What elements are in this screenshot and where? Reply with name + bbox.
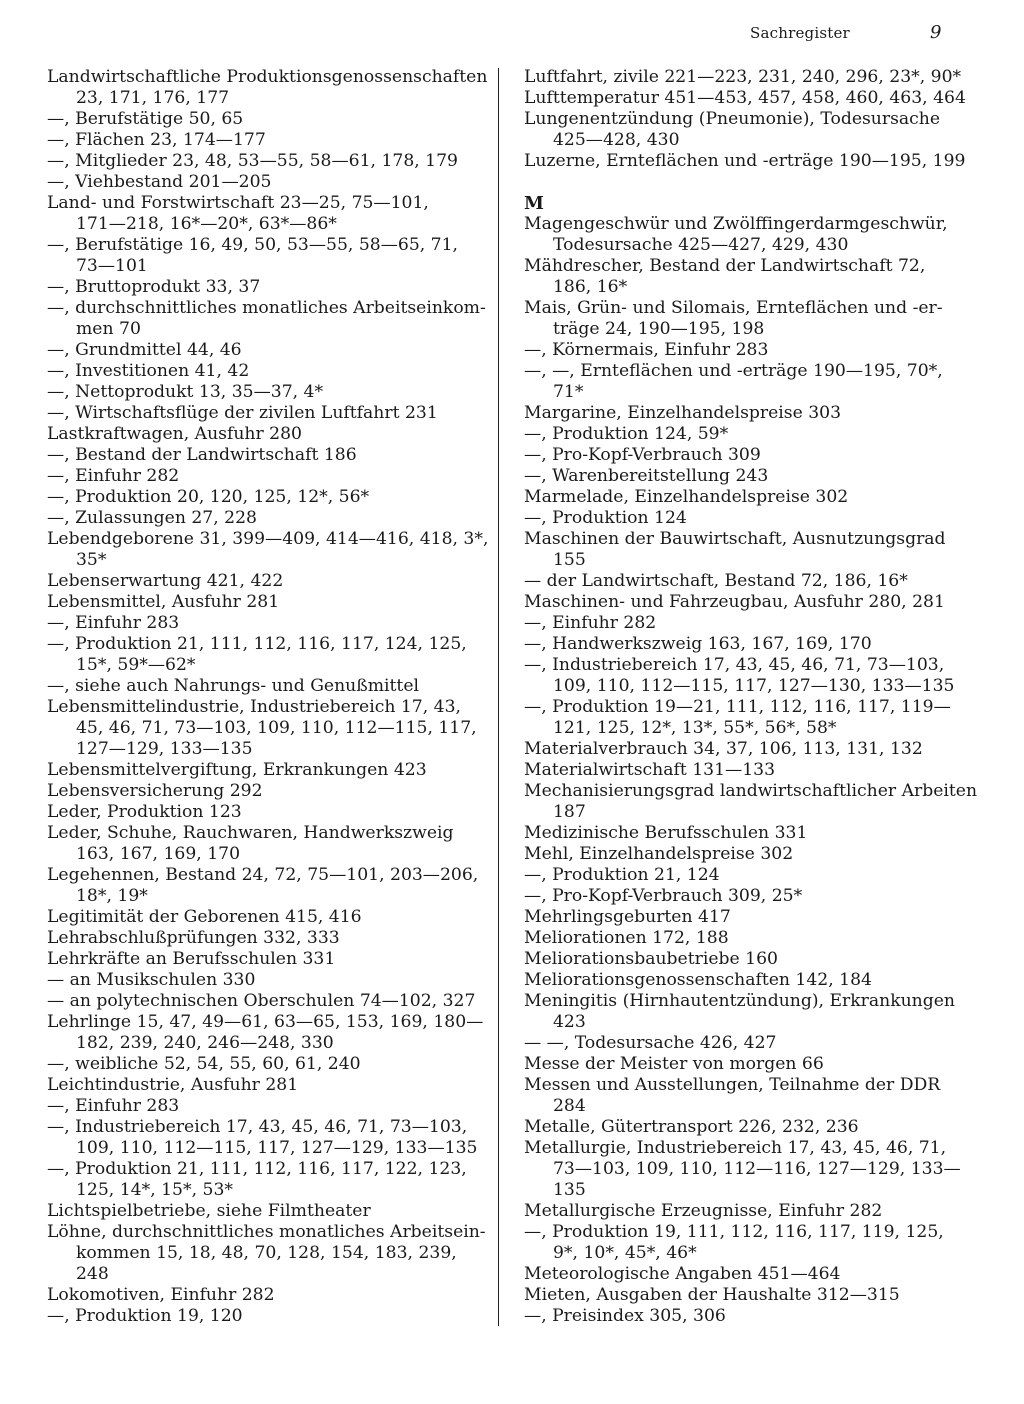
index-entry: —, Produktion 19, 120 bbox=[47, 1306, 243, 1326]
index-entry-continuation: 155 bbox=[553, 550, 586, 570]
index-entry: — der Landwirtschaft, Bestand 72, 186, 16* bbox=[524, 571, 908, 591]
index-entry-continuation: 248 bbox=[76, 1264, 109, 1284]
index-entry-continuation: men 70 bbox=[76, 319, 141, 339]
index-entry: —, Produktion 19, 111, 112, 116, 117, 119, 125, bbox=[524, 1222, 944, 1242]
index-entry: Mechanisierungsgrad landwirtschaftlicher Arbeiten bbox=[524, 781, 978, 801]
index-entry: —, Einfuhr 282 bbox=[47, 466, 180, 486]
index-column-left bbox=[47, 67, 489, 1327]
index-entry: Leder, Schuhe, Rauchwaren, Handwerkszweig bbox=[47, 823, 454, 843]
index-entry: —, Bruttoprodukt 33, 37 bbox=[47, 277, 261, 297]
page-number: 9 bbox=[930, 22, 942, 43]
index-entry-continuation: 23, 171, 176, 177 bbox=[76, 88, 230, 108]
running-title: Sachregister bbox=[750, 24, 850, 42]
index-entry-continuation: 425—428, 430 bbox=[553, 130, 680, 150]
index-entry: Marmelade, Einzelhandelspreise 302 bbox=[524, 487, 849, 507]
index-entry: Luftfahrt, zivile 221—223, 231, 240, 296, 23*, 90* bbox=[524, 67, 962, 87]
index-entry: —, siehe auch Nahrungs- und Genußmittel bbox=[47, 676, 419, 696]
index-entry-continuation: 284 bbox=[553, 1096, 586, 1116]
index-entry: —, Bestand der Landwirtschaft 186 bbox=[47, 445, 357, 465]
index-entry-continuation: 171—218, 16*—20*, 63*—86* bbox=[76, 214, 337, 234]
index-entry: —, Preisindex 305, 306 bbox=[524, 1306, 726, 1326]
index-entry: —, —, Ernteflächen und -erträge 190—195, 70*, bbox=[524, 361, 943, 381]
index-entry: Meliorationsbaubetriebe 160 bbox=[524, 949, 778, 969]
index-entry: Lebendgeborene 31, 399—409, 414—416, 418, 3*, bbox=[47, 529, 489, 549]
index-entry: Lebensmittel, Ausfuhr 281 bbox=[47, 592, 280, 612]
index-entry: Magengeschwür und Zwölffingerdarmgeschwür, bbox=[524, 214, 948, 234]
index-entry: Messen und Ausstellungen, Teilnahme der DDR bbox=[524, 1075, 941, 1095]
index-entry: Meningitis (Hirnhautentzündung), Erkrankungen bbox=[524, 991, 955, 1011]
index-entry: —, Einfuhr 283 bbox=[47, 613, 180, 633]
index-entry-continuation: 423 bbox=[553, 1012, 586, 1032]
index-entry: —, Wirtschaftsflüge der zivilen Luftfahrt 231 bbox=[47, 403, 438, 423]
index-entry: Lufttemperatur 451—453, 457, 458, 460, 463, 464 bbox=[524, 88, 966, 108]
index-entry: —, Einfuhr 283 bbox=[47, 1096, 180, 1116]
index-entry-continuation: 45, 46, 71, 73—103, 109, 110, 112—115, 117, bbox=[76, 718, 477, 738]
index-entry-continuation: 187 bbox=[553, 802, 586, 822]
index-entry-continuation: 15*, 59*—62* bbox=[76, 655, 196, 675]
index-entry: —, Industriebereich 17, 43, 45, 46, 71, 73—103, bbox=[524, 655, 945, 675]
index-entry-continuation: 125, 14*, 15*, 53* bbox=[76, 1180, 233, 1200]
index-entry: Luzerne, Ernteflächen und -erträge 190—195, 199 bbox=[524, 151, 966, 171]
index-entry: —, Investitionen 41, 42 bbox=[47, 361, 250, 381]
index-entry-continuation: 163, 167, 169, 170 bbox=[76, 844, 241, 864]
index-entry-continuation: 182, 239, 240, 246—248, 330 bbox=[76, 1033, 334, 1053]
index-entry-continuation: 109, 110, 112—115, 117, 127—130, 133—135 bbox=[553, 676, 955, 696]
index-entry-continuation: 135 bbox=[553, 1180, 586, 1200]
index-entry: Lokomotiven, Einfuhr 282 bbox=[47, 1285, 275, 1305]
index-entry: — an Musikschulen 330 bbox=[47, 970, 256, 990]
index-entry-continuation: 73—103, 109, 110, 112—116, 127—129, 133— bbox=[553, 1159, 961, 1179]
index-entry: Medizinische Berufsschulen 331 bbox=[524, 823, 808, 843]
index-entry: —, weibliche 52, 54, 55, 60, 61, 240 bbox=[47, 1054, 361, 1074]
index-entry: Lastkraftwagen, Ausfuhr 280 bbox=[47, 424, 302, 444]
index-entry: Materialwirtschaft 131—133 bbox=[524, 760, 776, 780]
index-entry: Lichtspielbetriebe, siehe Filmtheater bbox=[47, 1201, 371, 1221]
index-entry-continuation: 9*, 10*, 45*, 46* bbox=[553, 1243, 697, 1263]
index-entry: Lebensmittelindustrie, Industriebereich 17, 43, bbox=[47, 697, 461, 717]
index-entry: Messe der Meister von morgen 66 bbox=[524, 1054, 824, 1074]
index-entry: Legehennen, Bestand 24, 72, 75—101, 203—206, bbox=[47, 865, 479, 885]
index-entry: Maschinen- und Fahrzeugbau, Ausfuhr 280, 281 bbox=[524, 592, 945, 612]
index-entry-continuation: 127—129, 133—135 bbox=[76, 739, 253, 759]
index-entry: —, Berufstätige 50, 65 bbox=[47, 109, 244, 129]
index-entry: —, Viehbestand 201—205 bbox=[47, 172, 272, 192]
index-entry: — an polytechnischen Oberschulen 74—102, 327 bbox=[47, 991, 476, 1011]
index-entry: —, Pro-Kopf-Verbrauch 309 bbox=[524, 445, 761, 465]
index-group-l-continued bbox=[524, 67, 966, 172]
index-entry: Lungenentzündung (Pneumonie), Todesursache bbox=[524, 109, 941, 129]
index-entry-continuation: 121, 125, 12*, 13*, 55*, 56*, 58* bbox=[553, 718, 837, 738]
index-entry: Mehl, Einzelhandelspreise 302 bbox=[524, 844, 794, 864]
index-entry: Meliorationen 172, 188 bbox=[524, 928, 729, 948]
index-entry: Mais, Grün- und Silomais, Ernteflächen und -er- bbox=[524, 298, 943, 318]
index-entry: —, Produktion 20, 120, 125, 12*, 56* bbox=[47, 487, 370, 507]
index-entry: Mieten, Ausgaben der Haushalte 312—315 bbox=[524, 1285, 900, 1305]
index-entry: Meteorologische Angaben 451—464 bbox=[524, 1264, 841, 1284]
index-entry-continuation: 186, 16* bbox=[553, 277, 628, 297]
index-entry: Löhne, durchschnittliches monatliches Arbeitsein- bbox=[47, 1222, 486, 1242]
index-entry: —, Produktion 21, 111, 112, 116, 117, 124, 125, bbox=[47, 634, 467, 654]
index-entry: Leder, Produktion 123 bbox=[47, 802, 242, 822]
index-group-m bbox=[524, 214, 978, 1327]
index-entry: —, Berufstätige 16, 49, 50, 53—55, 58—65, 71, bbox=[47, 235, 459, 255]
index-entry: —, Produktion 21, 124 bbox=[524, 865, 720, 885]
index-entry: — —, Todesursache 426, 427 bbox=[524, 1033, 777, 1053]
index-entry: Lehrlinge 15, 47, 49—61, 63—65, 153, 169, 180— bbox=[47, 1012, 484, 1032]
index-entry: Leichtindustrie, Ausfuhr 281 bbox=[47, 1075, 299, 1095]
index-entry: —, Körnermais, Einfuhr 283 bbox=[524, 340, 769, 360]
index-entry: Lehrabschlußprüfungen 332, 333 bbox=[47, 928, 340, 948]
index-entry: —, Warenbereitstellung 243 bbox=[524, 466, 769, 486]
index-entry: —, Einfuhr 282 bbox=[524, 613, 657, 633]
page-header bbox=[0, 22, 1024, 48]
index-entry: Land- und Forstwirtschaft 23—25, 75—101, bbox=[47, 193, 429, 213]
index-entry: Meliorationsgenossenschaften 142, 184 bbox=[524, 970, 872, 990]
index-entry: —, Grundmittel 44, 46 bbox=[47, 340, 242, 360]
index-entry: Margarine, Einzelhandelspreise 303 bbox=[524, 403, 842, 423]
index-entry: Legitimität der Geborenen 415, 416 bbox=[47, 907, 362, 927]
index-entry: Metallurgie, Industriebereich 17, 43, 45, 46, 71, bbox=[524, 1138, 947, 1158]
index-entry-continuation: träge 24, 190—195, 198 bbox=[553, 319, 765, 339]
index-entry: Lehrkräfte an Berufsschulen 331 bbox=[47, 949, 336, 969]
index-entry: —, durchschnittliches monatliches Arbeitseinkom- bbox=[47, 298, 486, 318]
index-entry: —, Handwerkszweig 163, 167, 169, 170 bbox=[524, 634, 872, 654]
index-entry-continuation: kommen 15, 18, 48, 70, 128, 154, 183, 239, bbox=[76, 1243, 457, 1263]
index-entry-continuation: 18*, 19* bbox=[76, 886, 148, 906]
index-column-right bbox=[524, 67, 978, 1327]
index-entry: Materialverbrauch 34, 37, 106, 113, 131, 132 bbox=[524, 739, 923, 759]
index-entry: Lebensversicherung 292 bbox=[47, 781, 263, 801]
index-entry: Metallurgische Erzeugnisse, Einfuhr 282 bbox=[524, 1201, 883, 1221]
index-entry-continuation: 71* bbox=[553, 382, 584, 402]
index-entry: Mähdrescher, Bestand der Landwirtschaft 72, bbox=[524, 256, 926, 276]
index-entry: —, Mitglieder 23, 48, 53—55, 58—61, 178, 179 bbox=[47, 151, 458, 171]
index-entry: —, Flächen 23, 174—177 bbox=[47, 130, 266, 150]
index-entry-continuation: Todesursache 425—427, 429, 430 bbox=[553, 235, 849, 255]
index-entry: —, Nettoprodukt 13, 35—37, 4* bbox=[47, 382, 324, 402]
index-entry: Lebensmittelvergiftung, Erkrankungen 423 bbox=[47, 760, 427, 780]
index-entry: Maschinen der Bauwirtschaft, Ausnutzungsgrad bbox=[524, 529, 946, 549]
index-entry: —, Pro-Kopf-Verbrauch 309, 25* bbox=[524, 886, 803, 906]
index-entry: —, Produktion 19—21, 111, 112, 116, 117, 119— bbox=[524, 697, 951, 717]
index-entry: Metalle, Gütertransport 226, 232, 236 bbox=[524, 1117, 859, 1137]
column-divider bbox=[498, 68, 499, 1326]
index-entry: —, Zulassungen 27, 228 bbox=[47, 508, 257, 528]
index-entry: Lebenserwartung 421, 422 bbox=[47, 571, 284, 591]
index-entry-continuation: 109, 110, 112—115, 117, 127—129, 133—135 bbox=[76, 1138, 478, 1158]
index-entry: Landwirtschaftliche Produktionsgenossenschaften bbox=[47, 67, 488, 87]
index-entry: —, Produktion 21, 111, 112, 116, 117, 122, 123, bbox=[47, 1159, 467, 1179]
index-entry-continuation: 73—101 bbox=[76, 256, 148, 276]
index-entry: Mehrlingsgeburten 417 bbox=[524, 907, 731, 927]
index-entry: —, Produktion 124 bbox=[524, 508, 687, 528]
index-entry-continuation: 35* bbox=[76, 550, 107, 570]
index-entry: —, Produktion 124, 59* bbox=[524, 424, 729, 444]
section-letter: M bbox=[524, 193, 544, 214]
index-entry: —, Industriebereich 17, 43, 45, 46, 71, 73—103, bbox=[47, 1117, 468, 1137]
